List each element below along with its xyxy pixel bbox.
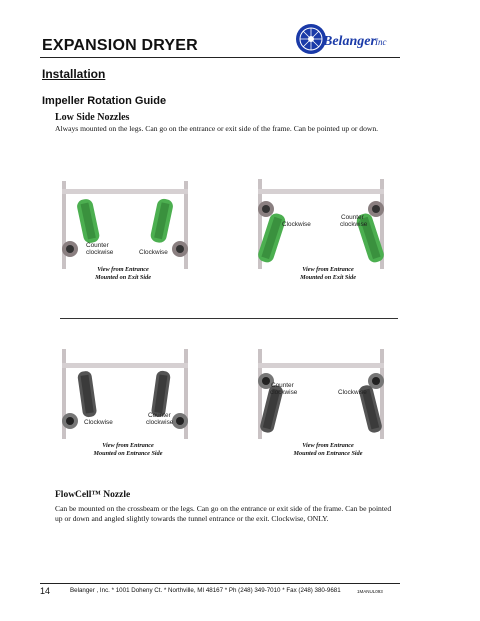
d2-right-label-2: clockwise: [340, 221, 368, 228]
d3-caption-1: View from Entrance: [102, 442, 154, 449]
d3-left-label: Clockwise: [84, 419, 113, 426]
d2-left-label: Clockwise: [282, 221, 311, 228]
d4-caption-2: Mounted on Entrance Side: [293, 450, 363, 457]
svg-text:Inc: Inc: [375, 37, 387, 47]
d1-caption-2: Mounted on Exit Side: [95, 274, 151, 281]
diagram-low-entrance-left: [58, 345, 198, 445]
d2-caption-2: Mounted on Exit Side: [300, 274, 356, 281]
d3-right-label-1: Counter: [148, 412, 171, 419]
d3-right-label-2: clockwise: [146, 419, 174, 426]
belanger-logo: [293, 21, 393, 57]
flowcell-heading: FlowCell™ Nozzle: [55, 490, 131, 500]
d4-left-label-2: clockwise: [270, 389, 298, 396]
low-side-text: Always mounted on the legs. Can go on the entrance or exit side of the frame. Can be pointed up or down.: [55, 124, 379, 133]
low-side-heading: Low Side Nozzles: [55, 112, 130, 123]
guide-title: Impeller Rotation Guide: [42, 95, 167, 107]
diagram-low-exit-right: [254, 175, 394, 275]
d1-left-label-1: Counter: [86, 242, 109, 249]
page-number: 14: [40, 586, 51, 596]
d4-left-label-1: Counter: [271, 382, 294, 389]
d3-caption-2: Mounted on Entrance Side: [93, 450, 163, 457]
diagram-low-exit-left: [58, 175, 198, 275]
svg-text:Belanger: Belanger: [323, 34, 376, 49]
logo-graphic: [293, 21, 393, 57]
d2-right-label-1: Counter: [341, 214, 364, 221]
d2-caption-1: View from Entrance: [302, 266, 354, 273]
flowcell-text: Can be mounted on the crossbeam or the legs. Can go on the entrance or exit side of the frame. Can be pointed up or down and angled slightly towards the tunnel entrance or the exit. Clockwise, ONLY.: [55, 504, 392, 523]
d1-caption-1: View from Entrance: [97, 266, 149, 273]
document-code: 1MANUL093: [357, 589, 383, 594]
d4-right-label: Clockwise: [338, 389, 367, 396]
footer-address: Belanger , Inc. * 1001 Doheny Ct. * Northville, MI 48167 * Ph (248) 349-7010 * Fax (248) 380-9681: [70, 587, 341, 594]
divider-rule: [60, 318, 398, 319]
d1-right-label: Clockwise: [139, 249, 168, 256]
document-title: EXPANSION DRYER: [42, 37, 198, 54]
d4-caption-1: View from Entrance: [302, 442, 354, 449]
header-rule: [40, 57, 400, 58]
footer-rule: [40, 583, 400, 584]
d1-left-label-2: clockwise: [86, 249, 114, 256]
section-title: Installation: [42, 67, 106, 81]
